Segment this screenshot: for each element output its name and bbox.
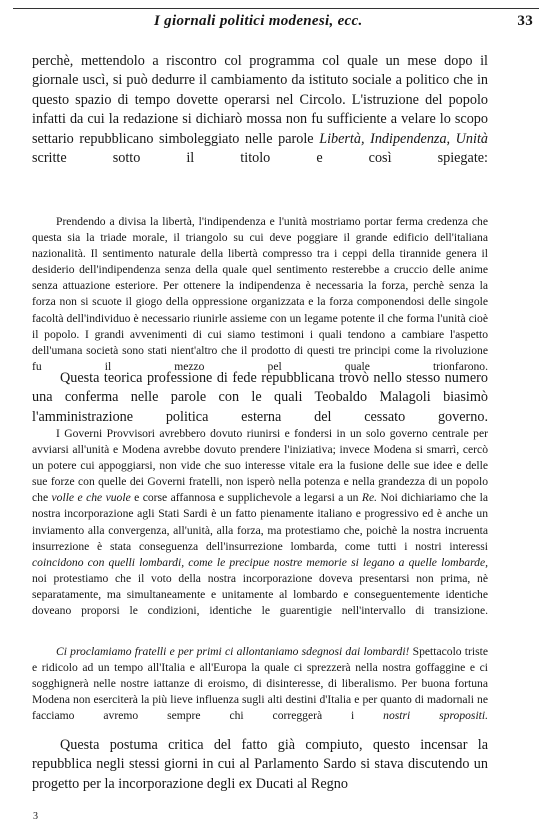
quote-3-italic-2: nostri spropositi. xyxy=(383,709,489,723)
paragraph-3: Questa postuma critica del fatto già compiuto, questo incensar la repubblica negli stessi giorni in cui al Parlamento Sardo si stava discutendo un progetto per la incorporazione degli ex Ducati al Regno xyxy=(32,737,488,792)
paragraph-1-text-end: scritte sotto il titolo e così spiegate: xyxy=(32,150,488,167)
paragraph-2: Questa teorica professione di fede repubblicana trovò nello stesso numero una conferma nelle parole con le quali Teobaldo Malagoli biasimò l'amministrazione politica esterna del cessato governo. xyxy=(32,370,488,425)
running-header xyxy=(20,11,535,33)
quote-2-text-b: e corse affannosa e supplichevole a legarsi a un xyxy=(130,491,362,505)
quote-2-text-d: noi protestiamo che il voto della nostra incorporazione doveva presentarsi non prima, nè separatamente, ma simultaneamente e unitamente al lombardo e conseguentemente identiche doveano proporsi le condizioni, identiche le guarentigie nell'intervallo di transizione. xyxy=(32,571,488,618)
quote-1: Prendendo a divisa la libertà, l'indipendenza e l'unità mostriamo portar ferma credenza che questa sia la triade morale, il triangolo su cui deve poggiare il grande edificio dell'italiana nazionalità. Il sentimento naturale della libertà compresso tra i ceppi della tirannide genera il desiderio dell'indipendenza senza della quale quel sentimento resterebbe a cruccio delle anime senza attuazione esteriore. Per ottenere la indipendenza è necessaria la forza, perchè senza la forza non si scuote il giogo della oppressione organizzata e la forza componendosi delle singole facoltà dell'individuo è necessario riunirle assieme con un legame potente il che forma l'unità cioè il popolo. I grandi avvenimenti di cui siamo testimoni i quali tendono a cambiare l'aspetto dell'umana società sono stati nient'altro che il prodotto di questi tre principi come la rivoluzione fu il mezzo pel quale trionfarono. xyxy=(32,215,488,373)
quote-2-italic-3: coincidono con quelli lombardi, come le precipue nostre memorie si legano a quelle lombarde, xyxy=(32,555,488,569)
quote-3-text: Spettacolo triste e ridicolo ad un tempo all'Italia e all'Europa la quale ci sprezzerà nella nostra goffaggine e ci sogghignerà nelle nostre iattanze di eroismo, di disinteresse, di liberalismo. Per buona fortuna Modena non eserciterà la più lieve influenza sugli alti destini d'Italia e per quanto di madornali ne facciamo avremo sempre chi correggerà i xyxy=(32,645,488,723)
quote-2 xyxy=(32,426,488,619)
paragraph-1-italic-motto: Libertà, Indipendenza, Unità xyxy=(319,130,488,147)
page-number: 33 xyxy=(517,13,533,29)
quote-3 xyxy=(32,644,488,724)
quote-2-text-c: Noi dichiariamo che la nostra incorporazione agli Stati Sardi è un fatto pienamente italiano e progressivo ed è anche un inviamento alla convergenza, all'unità, alla forza, ma protestiamo che, poichè la nostra incruenta insurrezione è stata conseguenza dell'insurrezione lombarda, come tutti i nostri interessi xyxy=(32,491,488,553)
quote-2-italic-1: volle e che vuole xyxy=(51,491,131,505)
running-title: I giornali politici modenesi, ecc. xyxy=(154,13,363,29)
quote-2-text: I Governi Provvisori avrebbero dovuto riunirsi e fondersi in un solo governo centrale per avviarsi all'unità e Modena avrebbe dovuto prendere l'iniziativa; invece Modena si smarrì, cercò un potere cui appoggiarsi, non vide che suo interesse vitale era la fusione delle sue idee e delle sue forze con quelle dei Governi fratelli, non isperò nella potenza e nella grandezza di un popolo che xyxy=(32,427,488,505)
signature-mark: 3 xyxy=(33,811,38,822)
header-rule xyxy=(13,8,539,9)
quote-3-italic-1: Ci proclamiamo fratelli e per primi ci allontaniamo sdegnosi dai lombardi! xyxy=(56,645,410,658)
paragraph-1-text: perchè, mettendolo a riscontro col programma col quale un mese dopo il giornale uscì, si può dedurre il cambiamento da istituto sociale a politico che in questo spazio di tempo dovette operarsi nel Circolo. L'istruzione del popolo infatti da cui la redazione si dichiarò mossa non fu sufficiente a velare lo scopo settario repubblicano simboleggiato nelle parole xyxy=(32,53,488,147)
paragraph-1 xyxy=(32,52,488,168)
quote-2-italic-2: Re. xyxy=(361,491,378,505)
